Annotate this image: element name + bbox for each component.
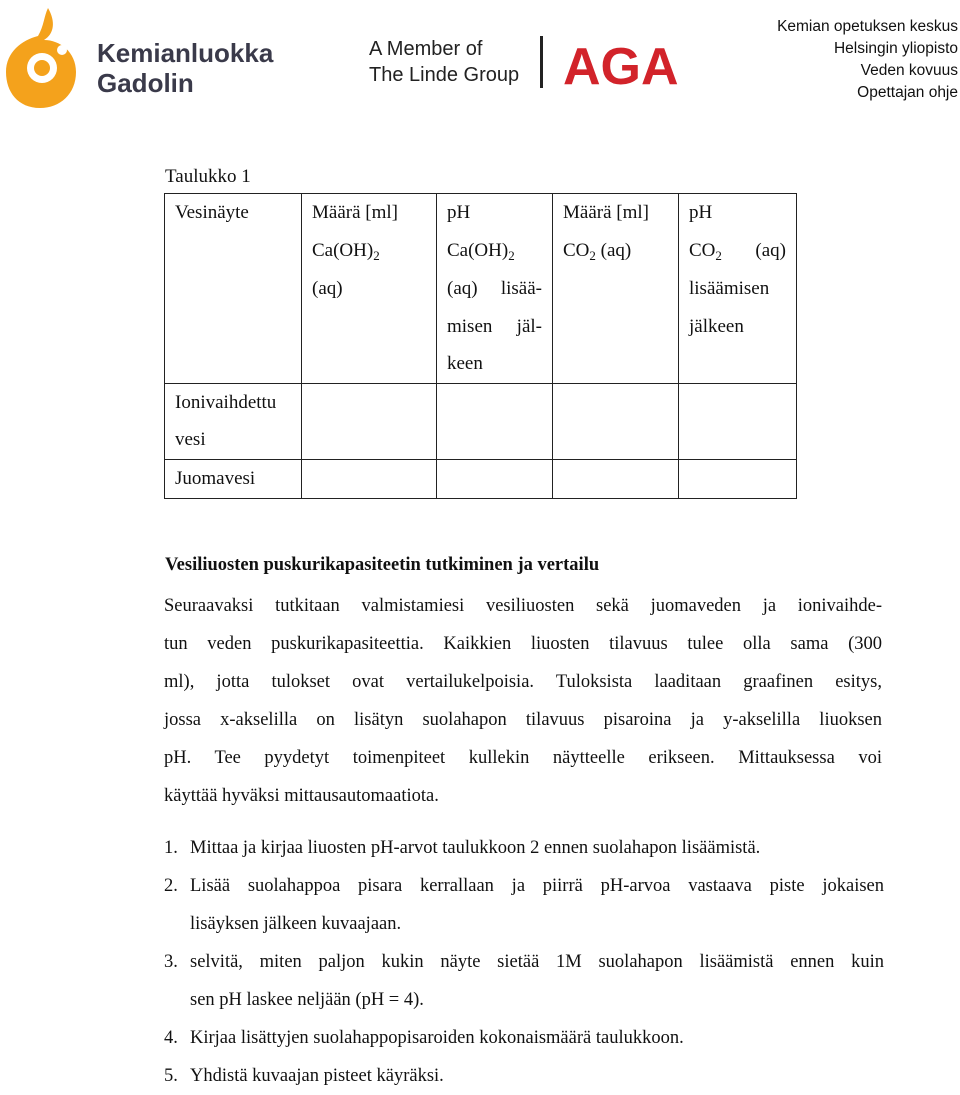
step-number: 3. bbox=[164, 952, 178, 972]
section-paragraph bbox=[164, 587, 882, 815]
step-number: 5. bbox=[164, 1066, 178, 1086]
table-cell[interactable] bbox=[302, 383, 437, 459]
table-cell[interactable] bbox=[302, 459, 437, 498]
section-heading: Vesiliuosten puskurikapasiteetin tutkiminen ja vertailu bbox=[165, 555, 600, 575]
ph-co2-line2 bbox=[689, 232, 786, 271]
ph-co2-aq: (aq) bbox=[755, 239, 786, 261]
row-label-line1: Juomavesi bbox=[175, 467, 256, 489]
table-cell[interactable] bbox=[553, 383, 679, 459]
list-item bbox=[164, 829, 884, 867]
header-cell-co2-amount bbox=[553, 194, 679, 384]
ph-caoh-subscript: 2 bbox=[508, 247, 515, 263]
table-header-row bbox=[165, 194, 797, 384]
list-item bbox=[164, 867, 884, 943]
header-sample-label: Vesinäyte bbox=[175, 202, 249, 223]
paragraph-line: tun veden puskurikapasiteettia. Kaikkien liuosten tilavuus tulee olla sama (300 bbox=[164, 634, 882, 654]
table-caption: Taulukko 1 bbox=[165, 166, 251, 187]
row-label-line1: Ionivaihdettu bbox=[175, 391, 277, 413]
gadolin-line1: Kemianluokka bbox=[97, 38, 274, 68]
table-row bbox=[165, 459, 797, 498]
header-cell-sample bbox=[165, 194, 302, 384]
list-item bbox=[164, 1057, 884, 1095]
linde-wordmark bbox=[369, 36, 519, 88]
step-line: sen pH laskee neljään (pH = 4). bbox=[190, 990, 424, 1010]
paragraph-line: pH. Tee pyydetyt toimenpiteet kullekin näytteelle erikseen. Mittauksessa voi bbox=[164, 748, 882, 768]
co2-aq: (aq) bbox=[595, 239, 632, 261]
caoh-subscript: 2 bbox=[373, 247, 380, 263]
header-right-line-4: Opettajan ohje bbox=[857, 84, 958, 101]
row-label-line2: vesi bbox=[175, 429, 206, 450]
header-right-line-2: Helsingin yliopisto bbox=[833, 40, 958, 57]
paragraph-line: Seuraavaksi tutkitaan valmistamiesi vesiliuosten sekä juomaveden ja ionivaihde- bbox=[164, 596, 882, 616]
co2-formula: CO bbox=[563, 239, 590, 261]
row-label-cell bbox=[165, 383, 302, 459]
paragraph-line: ml), jotta tulokset ovat vertailukelpoisia. Tuloksista laaditaan graafinen esitys, bbox=[164, 672, 882, 692]
table-cell[interactable] bbox=[553, 459, 679, 498]
ph-caoh-line1: pH bbox=[447, 202, 471, 223]
paragraph-line: jossa x-akselilla on lisätyn suolahapon tilavuus pisaroina ja y-akselilla liuoksen bbox=[164, 710, 882, 730]
caoh-formula: Ca(OH) bbox=[312, 239, 374, 261]
aga-logo-text: AGA bbox=[563, 38, 679, 96]
gadolin-line2: Gadolin bbox=[97, 68, 194, 98]
step-line: Lisää suolahappoa pisara kerrallaan ja piirrä pH-arvoa vastaava piste jokaisen bbox=[190, 876, 884, 896]
ph-caoh-line2 bbox=[447, 232, 542, 271]
linde-line2: The Linde Group bbox=[369, 64, 520, 86]
co2-amount-line1: Määrä [ml] bbox=[563, 202, 649, 223]
ph-co2-line1: pH bbox=[689, 202, 713, 223]
step-number: 2. bbox=[164, 876, 178, 896]
co2-amount-line2 bbox=[563, 232, 668, 271]
gadolin-logo-icon bbox=[4, 6, 82, 110]
paragraph-line: käyttää hyväksi mittausautomaatiota. bbox=[164, 786, 439, 806]
ph-co2-line4: jälkeen bbox=[689, 315, 744, 337]
header-right-block bbox=[777, 16, 958, 104]
aga-logo-icon bbox=[563, 34, 679, 96]
steps-list bbox=[164, 829, 884, 1095]
header-cell-caoh-amount bbox=[302, 194, 437, 384]
step-number: 4. bbox=[164, 1028, 178, 1048]
ph-caoh-l3b: lisää- bbox=[500, 278, 542, 299]
ph-caoh-line4 bbox=[447, 308, 542, 346]
linde-line1: A Member of bbox=[369, 38, 483, 60]
caoh-amount-line1: Määrä [ml] bbox=[312, 202, 398, 223]
list-item bbox=[164, 943, 884, 1019]
list-item bbox=[164, 1019, 884, 1057]
step-line: lisäyksen jälkeen kuvaajaan. bbox=[190, 914, 402, 934]
caoh-amount-line2 bbox=[312, 232, 426, 271]
ph-caoh-formula: Ca(OH) bbox=[447, 239, 509, 261]
ph-caoh-line3 bbox=[447, 270, 542, 308]
gadolin-wordmark bbox=[97, 38, 273, 98]
ph-caoh-l4b: jäl- bbox=[516, 315, 542, 337]
table-cell[interactable] bbox=[437, 459, 553, 498]
ph-co2-formula: CO bbox=[689, 239, 716, 261]
ph-caoh-l4a: misen bbox=[447, 315, 493, 337]
table-cell[interactable] bbox=[437, 383, 553, 459]
header-cell-ph-caoh bbox=[437, 194, 553, 384]
table-cell[interactable] bbox=[679, 459, 797, 498]
step-line: Mittaa ja kirjaa liuosten pH-arvot taulukkoon 2 ennen suolahapon lisäämistä. bbox=[190, 838, 761, 858]
table-row bbox=[165, 383, 797, 459]
table-cell[interactable] bbox=[679, 383, 797, 459]
ph-co2-line3: lisäämisen bbox=[689, 278, 770, 299]
step-line: selvitä, miten paljon kukin näyte sietää 1M suolahapon lisäämistä ennen kuin bbox=[190, 952, 884, 972]
results-table bbox=[164, 193, 797, 499]
header-cell-ph-co2 bbox=[679, 194, 797, 384]
step-line: Kirjaa lisättyjen suolahappopisaroiden kokonaismäärä taulukkoon. bbox=[190, 1028, 684, 1048]
step-number: 1. bbox=[164, 838, 178, 858]
row-label-cell bbox=[165, 459, 302, 498]
header-divider bbox=[540, 36, 543, 88]
step-line: Yhdistä kuvaajan pisteet käyräksi. bbox=[190, 1066, 444, 1086]
ph-co2-subscript: 2 bbox=[715, 247, 722, 263]
caoh-amount-line3: (aq) bbox=[312, 278, 343, 299]
header-right-line-3: Veden kovuus bbox=[860, 62, 958, 79]
ph-caoh-l3a: (aq) bbox=[447, 278, 478, 299]
header-right-line-1: Kemian opetuksen keskus bbox=[777, 18, 958, 35]
co2-subscript: 2 bbox=[589, 247, 596, 263]
ph-caoh-line5: keen bbox=[447, 353, 483, 374]
